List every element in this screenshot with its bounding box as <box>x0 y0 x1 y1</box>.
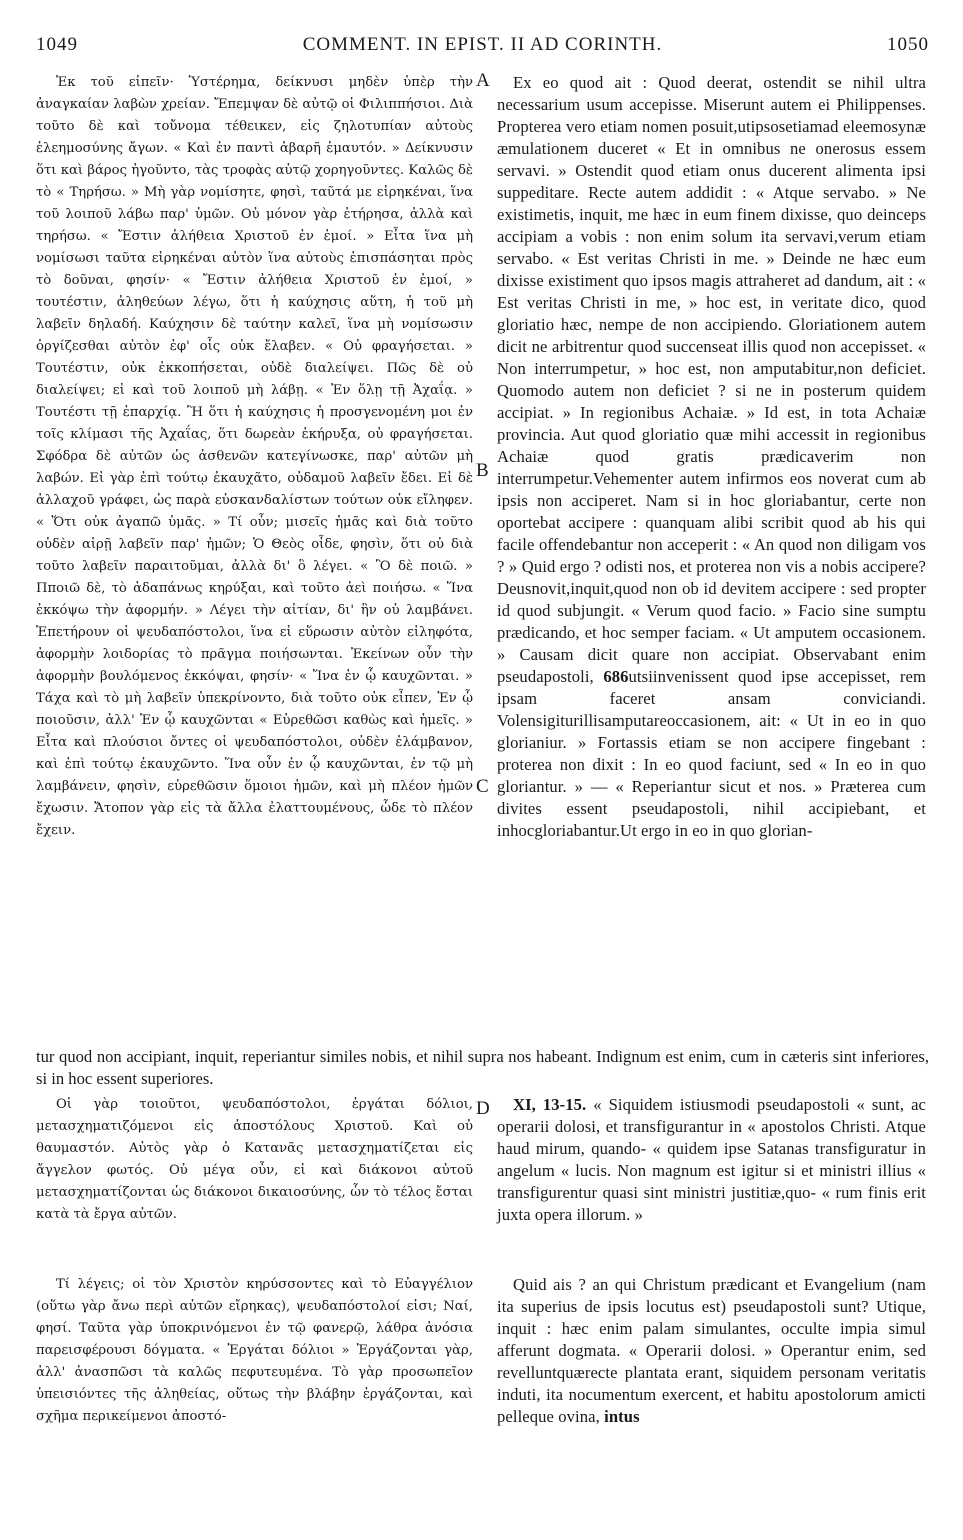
latin-paragraph-3 <box>497 1274 926 1428</box>
page-number-right: 1050 <box>887 34 929 55</box>
folio-number: 686 <box>603 667 629 686</box>
greek-paragraph-3: Τί λέγεις; οἱ τὸν Χριστὸν κηρύσσοντες καὶ τὸ Εὐαγγέλιον (οὕτω γὰρ ἄνω περὶ αὐτῶν εἴρηκας), ψευδαπόστολοί εἰσι; Ναί, φησί. Ταῦτα γὰρ ὑποκρινόμενοι ἐν τῷ φανερῷ, λάθρα ἀνόσια παρεισφέρουσι δόγματα. « Ἐργάται δόλιοι » Ἐργάζονται γὰρ, ἀλλ' ἀνασπῶσι τὰ καλῶς πεφυτευμένα. Τὸ γὰρ προσωπεῖον ὑπεισιόντες τῆς ἀληθείας, οὕτως τὴν βλάβην ἐργάζονται, καὶ σχῆμα περικείμενοι ἀποστό- <box>36 1277 473 1424</box>
section-marker-a: A <box>476 70 490 91</box>
running-title: COMMENT. IN EPIST. II AD CORINTH. <box>302 34 663 55</box>
full-width-line: tur quod non accipiant, inquit, reperiantur similes nobis, et nihil supra nos habeant. Indignum est enim, cum in cæteris sint inferiores, si in hoc essent superiores. <box>36 1047 929 1088</box>
greek-paragraph-1: Ἐκ τοῦ εἰπεῖν· Ὑστέρημα, δείκνυσι μηδὲν ὑπὲρ τὴν ἀναγκαίαν λαβὼν χρείαν. Ἔπεμψαν δὲ αὐτῷ οἱ Φιλιππήσιοι. Διὰ τοῦτο δὲ καὶ τοὔνομα τέθεικεν, εἰς ζηλοτυπίαν αὐτοὺς ἐλεημοσύνης ἄγων. « Καὶ ἐν παντὶ ἀβαρῆ ἐμαυτόν. » Δείκνυσιν ὅτι καὶ βάρος ἡγοῦντο, τὰς τροφὰς αὐτῷ χορηγοῦντες. Καλῶς δὲ τὸ « Τηρήσω. » Μὴ γὰρ νομίσητε, φησὶ, ταῦτά με εἰρηκέναι, ἵνα τοῦ λοιποῦ λάβω παρ' ὑμῶν. Οὐ μόνον γὰρ ἐτήρησα, ἀλλὰ καὶ τηρήσω. « Ἔστιν ἀλήθεια Χριστοῦ ἐν ἐμοί. » Εἶτα ἵνα μὴ νομίσωσι ταῦτα εἰρηκέναι αὐτὸν ἵνα αὐτοὺς ἐπισπάσηται πρὸς τὸ δοῦναι, φησίν· « Ἔστιν ἀλήθεια Χριστοῦ ἐν ἐμοί, » τουτέστιν, ἀληθεύων λέγω, ὅτι ἡ καύχησις αὕτη, ἡ τοῦ μὴ λαβεῖν δηλαδή. Καύχησιν δὲ ταύτην καλεῖ, ἵνα μὴ νομίσωσιν ὀργίζεσθαι αὐτὸν ἐφ' οἷς οὐκ ἔλαβεν. « Οὐ φραγήσεται. » Τουτέστιν, οὐκ ἐκκοπήσεται, οὐδὲ διαλείψει. Πῶς δὲ οὐ διαλείψει; εἰ καὶ τοῦ λοιποῦ μὴ λάβῃ. « Ἐν ὅλῃ τῇ Ἀχαΐᾳ. » Τουτέστι τῇ ἐπαρχίᾳ. Ἢ ὅτι ἡ καύχησις ἡ προσγενομένη μοι ἐν τοῖς κλίμασι τῆς Ἀχαΐας, ὅτι δωρεὰν ἐκήρυξα, οὐ φραγήσεται. Σφόδρα δὲ αὐτῶν ὡς ἀσθενῶν κατεγίνωσκε, παρ' αὐτῶν μὴ λαβών. Εἰ γὰρ ἐπὶ τούτῳ ἐκαυχᾶτο, οὐδαμοῦ λαβεῖν ἔδει. Εἰ δὲ ἀλλαχοῦ γράφει, ὡς παρὰ εὐσκανδαλίστων τούτων οὐκ εἴληφεν. « Ὅτι οὐκ ἀγαπῶ ὑμᾶς. » Τί οὖν; μισεῖς ἡμᾶς καὶ διὰ τοῦτο οὐδὲν αἱρῇ λαβεῖν παρ' ἡμῶν; Ὁ Θεὸς οἶδε, φησὶν, ὅτι οὐ διὰ τοῦτο λαβεῖν παραιτοῦμαι, ἀλλὰ δι' ὃ λέγει. « Ὃ δὲ ποιῶ. » Πποιῶ δὲ, τὸ ἀδαπάνως κηρύξαι, καὶ τοῦτο ἀεὶ ποιήσω. « Ἵνα ἐκκόψω τὴν ἀφορμήν. » Λέγει τὴν αἰτίαν, δι' ἣν οὐ λαμβάνει. Ἐπετήρουν οἱ ψευδαπόστολοι, ἵνα εἰ εὕρωσιν αὐτὸν εἰληφότα, ἀφορμὴν λοιδορίας τὸ πρᾶγμα ποιήσωνται. Ἐκείνων οὖν τὴν ἀφορμὴν βουλόμενος ἐκκόψαι, φησίν· « Ἵνα ἐν ᾧ καυχῶνται. » Τάχα καὶ τὸ μὴ λαβεῖν ὑπεκρίνοντο, διὰ τοῦτο οὐκ εἶπεν, Ἐν ᾧ ποιοῦσιν, ἀλλ' Ἐν ᾧ καυχῶνται « Εὑρεθῶσι καθὼς καὶ ἡμεῖς. » Εἶτα καὶ πλούσιοι ὄντες οἱ ψευδαπόστολοι, οὐδὲν ἐλάμβανον, καὶ ἐπὶ τούτῳ ἐκαυχῶντο. Ἵνα οὖν ἐν ᾧ καυχῶνται, ἐν τῷ μὴ λαμβάνειν, φησὶν, εὑρεθῶσιν ὅμοιοι ἡμῶν, καὶ μὴ πλέον ἡμῶν ἔχωσιν. Ἄτοπον γὰρ εἰς τὰ ἄλλα ἐλαττουμένους, ὧδε τὸ πλέον ἔχειν. <box>36 75 473 838</box>
section-marker-c: C <box>476 776 489 797</box>
verse-reference: XI, 13-15. <box>513 1095 587 1114</box>
latin-text-1a: Ex eo quod ait : Quod deerat, ostendit se nihil ultra necessarium usum accepisse. Miserunt autem ei Philippenses. Propterea vero etiam nomen posuit,utipsosetiamad eleemosynæ æmulationem duceret « Et in omnibus ne onerosus essem servavi. » Ostendit quod etiam onus ducerent alimenta ipsi suppeditare. Recte autem addidit : « Atque servabo. » Ne existimetis, inquit, me hæc in eum finem dixisse, quo deinceps accipiam a vobis : non enim solum ita servavi,verum etiam servabo. « Est veritas Christi in me. » Deinde ne hæc eum dixisse existiment quo ipsos magis attraheret ad dandum, ait : « Est veritas Christi in me, » hoc est, in veritate dico, quod gloriatio hæc, nempe de non accipiendo. Gloriationem autem dicit ne arbitrentur quod succenseat illis quod non accepisset. « Non interrumpetur, » hoc est, non amputabitur,non deficiet. Quomodo autem non deficiet ? si ne in posterum quidem accipiat. » In regionibus Achaiæ. » Id est, in tota Achaiæ provincia. Aut quod gloriatio quæ mihi accessit in regionibus Achaiæ quod gratis prædicaverim non interrumpetur.Vehementer autem infirmos eos noverat cum ab ipsis non acciperet. Nam si in hoc gloriabantur, certe non oportebat accipere : quanquam alibi scribit quod ab his qui facile offendebantur non acceperit : « An quod non diligam vos ? » Quid ergo ? odisti nos, et proterea non vis a nobis accipere? Deusnovit,inquit,quod non ob id devitem accipere : sed propter id quod subjungit. « Verum quod facio. » Facio sine sumptu prædicando, et hoc semper faciam. « Ut amputem occasionem. » Causam dicit quare non accipiat. Observabant enim pseudapostoli, <box>497 73 926 686</box>
section-marker-b: B <box>476 460 489 481</box>
latin-text-3: Quid ais ? an qui Christum prædicant et Evangelium (nam ita superius de ipsis locutus est) pseudapostoli sunt? Utique, inquit : hæc enim palam simulantes, occulte impia simul afferunt dogmata. « Operarii dolosi. » Operantur enim, sed revelluntquærecte plantata erant, siquidem personam veritatis induti, ita nocumentum exercent, et habitu apostolorum amicti pelleque ovina, <box>497 1275 926 1426</box>
latin-verse-block <box>497 1094 926 1226</box>
latin-paragraph-1 <box>497 72 926 842</box>
verse-text: « Siquidem istiusmodi pseudapostoli « sunt, ac operarii dolosi, et transfigurantur in « apostolos Christi. Atque haud mirum, quando- « quidem ipse Satanas transfiguratur in angelum « lucis. Non magnum est igitur si et ministri illius « transfigurentur quasi sint ministri justitiæ,quo- « rum finis erit juxta opera illorum. » <box>497 1095 926 1224</box>
section-marker-d: D <box>476 1098 490 1119</box>
last-word: intus <box>604 1407 640 1426</box>
latin-text-1b: utsiinvenissent quod ipse accepisset, rem ipsam faceret ansam conviciandi. Volensigiturillisamputareoccasionem, ait: « Ut in eo in quo glorianiur. » Fortassis etiam se non accipere fingebant : proterea non dixit : In eo quod faciunt, sed « In eo in quo gloriantur. » — « Reperiantur sicut et nos. » Præterea cum divites essent pseudapostoli, nihil accipiebant, et inhocgloriabantur.Ut ergo in eo in quo glorian- <box>497 667 926 840</box>
running-header <box>36 34 929 60</box>
page-number-left: 1049 <box>36 34 78 55</box>
greek-paragraph-2: Οἱ γὰρ τοιοῦτοι, ψευδαπόστολοι, ἐργάται δόλιοι, μετασχηματιζόμενοι εἰς ἀποστόλους Χριστοῦ. Καὶ οὐ θαυμαστόν. Αὐτὸς γὰρ ὁ Κατανᾶς μετασχηματίζεται εἰς ἄγγελον φωτός. Οὐ μέγα οὖν, εἰ καὶ διάκονοι αὐτοῦ μετασχηματίζονται ὡς διάκονοι δικαιοσύνης, ὧν τὸ τέλος ἔσται κατὰ τὰ ἔργα αὐτῶν. <box>36 1097 473 1222</box>
